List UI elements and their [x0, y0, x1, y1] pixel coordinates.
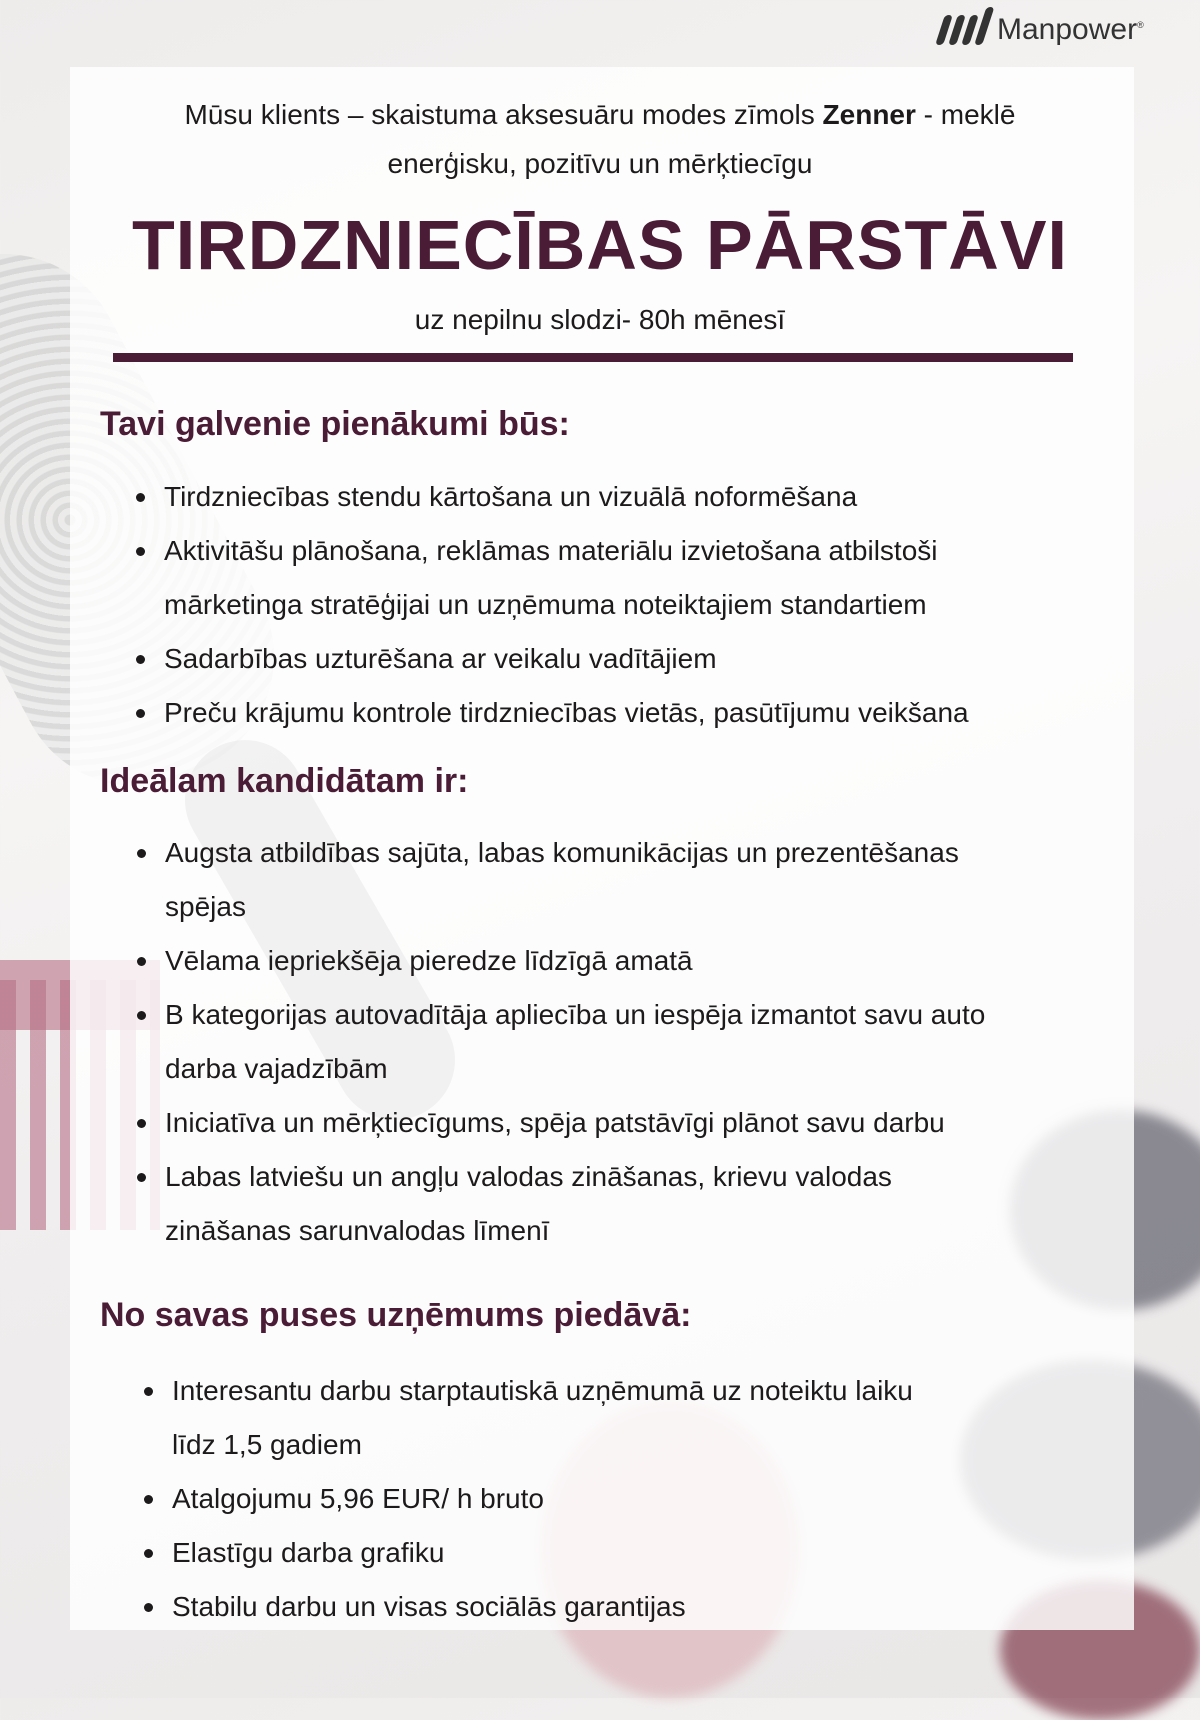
list-item-text: Interesantu darbu starptautiskā uzņēmumā uz noteiktu laiku — [172, 1375, 913, 1406]
bullet-icon — [137, 1173, 146, 1182]
bullet-icon — [137, 849, 146, 858]
intro-line-1: Mūsu klients – skaistuma aksesuāru modes zīmols Zenner - meklē — [184, 99, 1016, 130]
bullet-icon — [144, 1603, 153, 1612]
list-item-text: Labas latviešu un angļu valodas zināšanas, krievu valodas — [165, 1161, 892, 1192]
list-item — [172, 1580, 913, 1634]
job-title: TIRDZNIECĪBAS PĀRSTĀVI — [132, 206, 1068, 284]
bullet-icon — [136, 709, 145, 718]
bullet-icon — [136, 547, 145, 556]
list-item — [165, 934, 985, 988]
list-item — [164, 632, 969, 686]
brand-name: Manpower — [997, 13, 1138, 46]
registered-mark: ® — [1137, 20, 1144, 30]
bullet-icon — [136, 655, 145, 664]
list-item-text: B kategorijas autovadītāja apliecība un iespēja izmantot savu auto — [165, 999, 986, 1030]
list-item — [172, 1472, 913, 1526]
list-item — [165, 988, 985, 1096]
list-item-text: darba vajadzībām — [165, 1053, 388, 1084]
list-item-text: Iniciatīva un mērķtiecīgums, spēja patstāvīgi plānot savu darbu — [165, 1107, 945, 1138]
list-item-text: zināšanas sarunvalodas līmenī — [165, 1215, 550, 1246]
requirements-heading: Ideālam kandidātam ir: — [100, 762, 469, 800]
list-item-text: Stabilu darbu un visas sociālās garantijas — [172, 1591, 686, 1622]
list-item — [164, 524, 969, 632]
divider — [113, 353, 1073, 362]
bullet-icon — [144, 1387, 153, 1396]
manpower-logo — [940, 9, 1144, 51]
job-subtitle: uz nepilnu slodzi- 80h mēnesī — [414, 304, 786, 335]
list-item-text: mārketinga stratēģijai un uzņēmuma noteiktajiem standartiem — [164, 589, 927, 620]
list-item-text: spējas — [165, 891, 246, 922]
client-name: Zenner — [822, 99, 916, 130]
list-item-text: līdz 1,5 gadiem — [172, 1429, 362, 1460]
list-item-text: Vēlama iepriekšēja pieredze līdzīgā amatā — [165, 945, 693, 976]
list-item-text: Sadarbības uzturēšana ar veikalu vadītājiem — [164, 643, 717, 674]
list-item — [165, 1150, 985, 1258]
bullet-icon — [137, 957, 146, 966]
list-item — [164, 686, 969, 740]
offer-heading: No savas puses uzņēmums piedāvā: — [100, 1296, 692, 1334]
bullet-icon — [144, 1549, 153, 1558]
list-item-text: Elastīgu darba grafiku — [172, 1537, 445, 1568]
list-item-text: Aktivitāšu plānošana, reklāmas materiālu izvietošana atbilstoši — [164, 535, 938, 566]
list-item-text: Preču krājumu kontrole tirdzniecības vietās, pasūtījumu veikšana — [164, 697, 969, 728]
list-item-text: Atalgojumu 5,96 EUR/ h bruto — [172, 1483, 544, 1514]
list-item-text: Augsta atbildības sajūta, labas komunikācijas un prezentēšanas — [165, 837, 959, 868]
responsibilities-heading: Tavi galvenie pienākumi būs: — [100, 405, 570, 443]
responsibilities-list — [164, 470, 969, 740]
bullet-icon — [137, 1011, 146, 1020]
bullet-icon — [137, 1119, 146, 1128]
list-item — [164, 470, 969, 524]
bullet-icon — [136, 493, 145, 502]
list-item — [172, 1364, 913, 1472]
list-item-text: Tirdzniecības stendu kārtošana un vizuālā noformēšana — [164, 481, 858, 512]
offer-list — [172, 1364, 913, 1634]
list-item — [172, 1526, 913, 1580]
list-item — [165, 1096, 985, 1150]
manpower-logo-mark-icon — [935, 15, 992, 45]
requirements-list — [165, 826, 985, 1258]
bullet-icon — [144, 1495, 153, 1504]
list-item — [165, 826, 985, 934]
intro-line-2: enerģisku, pozitīvu un mērķtiecīgu — [387, 148, 813, 179]
